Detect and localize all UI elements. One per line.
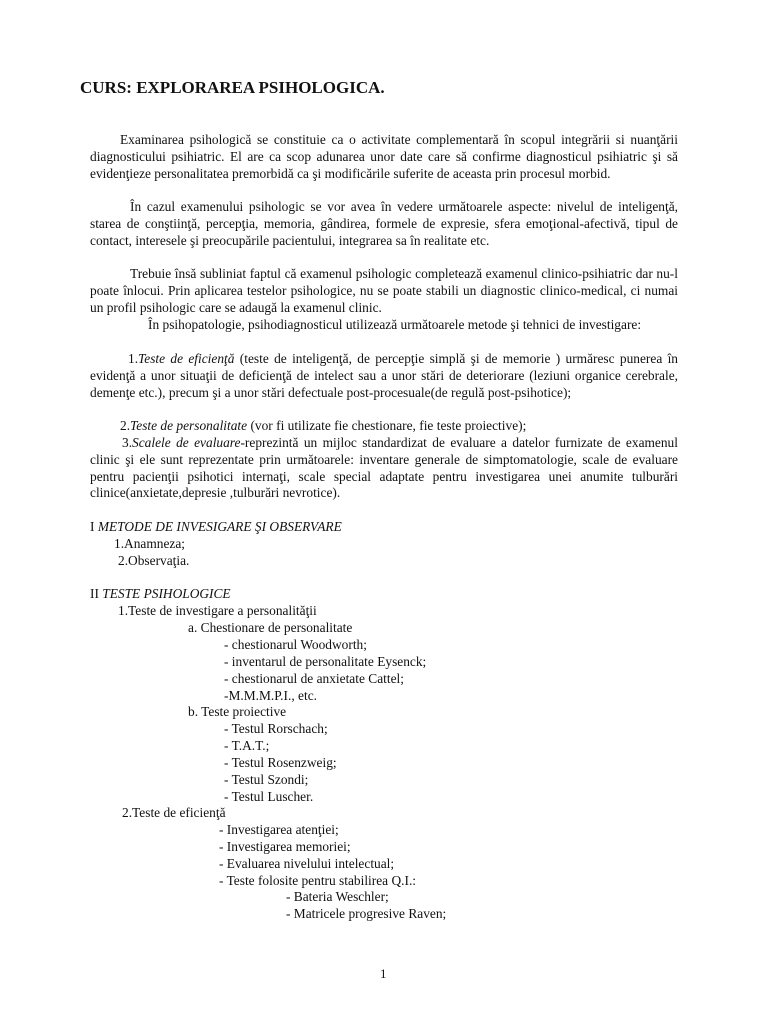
subsection-heading: b. Teste proiective	[188, 704, 287, 719]
item-label: Scalele de evaluare	[132, 435, 241, 450]
item-text: -reprezintă un mijloc standardizat de evaluare a datelor furnizate de examenul clinic şi ele sunt reprezentate prin următoarele: inventare generale de simptomatologie, scale de evaluare pentru pacienţii psihotici internaţi, scale special adaptate pentru investigarea unei anumite tulburări clinice(anxietate,depresie ,tulburări nevrotice).	[90, 435, 678, 501]
list-item: - Testul Rorschach;	[224, 721, 328, 736]
subsection-heading: 1.Teste de investigare a personalităţii	[118, 603, 317, 618]
list-item: - Investigarea memoriei;	[219, 839, 351, 854]
list-item: 2.Observaţia.	[118, 553, 190, 568]
list-item: - Investigarea atenţiei;	[219, 822, 339, 837]
list-item-evaluation-scales	[90, 435, 678, 502]
item-number: 2.	[120, 418, 131, 433]
list-item: - Evaluarea nivelului intelectual;	[219, 856, 395, 871]
list-item-efficiency-tests	[90, 351, 678, 401]
item-number: 3.	[122, 435, 133, 450]
list-item: - Bateria Weschler;	[286, 889, 389, 904]
item-label: Teste de eficienţă	[138, 351, 235, 366]
list-item: - Testul Luscher.	[224, 789, 314, 804]
list-item: - Testul Szondi;	[224, 772, 309, 787]
item-text: (vor fi utilizate fie chestionare, fie teste proiective);	[250, 418, 527, 433]
list-item-personality-tests	[90, 418, 678, 435]
paragraph-1: Examinarea psihologică se constituie ca o activitate complementară în scopul integrării si nuanţării diagnosticului psihiatric. El are ca scop adunarea unor date care să confirme diagnosticul psihiatric şi să evidenţieze personalitatea premorbidă ca şi modificările suferite de aceasta prin procesul morbid.	[90, 132, 678, 181]
list-item: - chestionarul de anxietate Cattel;	[224, 671, 404, 686]
paragraph-3: Trebuie însă subliniat faptul că examenul psihologic completează examenul clinico-psihiatric dar nu-l poate înlocui. Prin aplicarea testelor psihologice, nu se poate stabili un diagnostic clinico-medical, ci numai un profil psihologic care se adaugă la examenul clinic.	[90, 266, 678, 315]
subsection-heading: 2.Teste de eficienţă	[122, 805, 226, 820]
list-item: - inventarul de personalitate Eysenck;	[224, 654, 427, 669]
paragraph-2: În cazul examenului psihologic se vor avea în vedere următoarele aspecte: nivelul de inteligenţă, starea de conştiinţă, percepţia, memoria, gândirea, formele de expresie, sfera emoţional-afectivă, tipul de contact, interesele şi preocupările pacientului, integrarea sa în realitate etc.	[90, 199, 678, 248]
list-item: - Teste folosite pentru stabilirea Q.I.:	[219, 873, 417, 888]
paragraph-4: În psihopatologie, psihodiagnosticul utilizează următoarele metode şi tehnici de investigare:	[148, 317, 642, 332]
list-item: -M.M.M.P.I., etc.	[224, 688, 317, 703]
page-title: CURS: EXPLORAREA PSIHOLOGICA.	[80, 78, 385, 97]
subsection-heading: a. Chestionare de personalitate	[188, 620, 353, 635]
list-item: - T.A.T.;	[224, 738, 270, 753]
section-ii-heading: II TESTE PSIHOLOGICE	[90, 586, 231, 601]
list-item: - Testul Rosenzweig;	[224, 755, 337, 770]
list-item: - chestionarul Woodworth;	[224, 637, 367, 652]
page-number: 1	[380, 966, 387, 981]
section-i-heading: I METODE DE INVESIGARE ŞI OBSERVARE	[90, 519, 342, 534]
item-label: Teste de personalitate	[130, 418, 248, 433]
list-item: 1.Anamneza;	[114, 536, 186, 551]
item-number: 1.	[128, 351, 139, 366]
item-text: (teste de inteligenţă, de percepţie simplă şi de memorie ) urmăresc punerea în evidenţă a unor situaţii de deficienţă de intelect sau a unor stări de deteriorare (leziuni organice cerebrale, demenţe etc.), precum şi a unor stări defectuale post-procesuale(de regulă post-psihotice);	[90, 351, 678, 400]
list-item: - Matricele progresive Raven;	[286, 906, 447, 921]
